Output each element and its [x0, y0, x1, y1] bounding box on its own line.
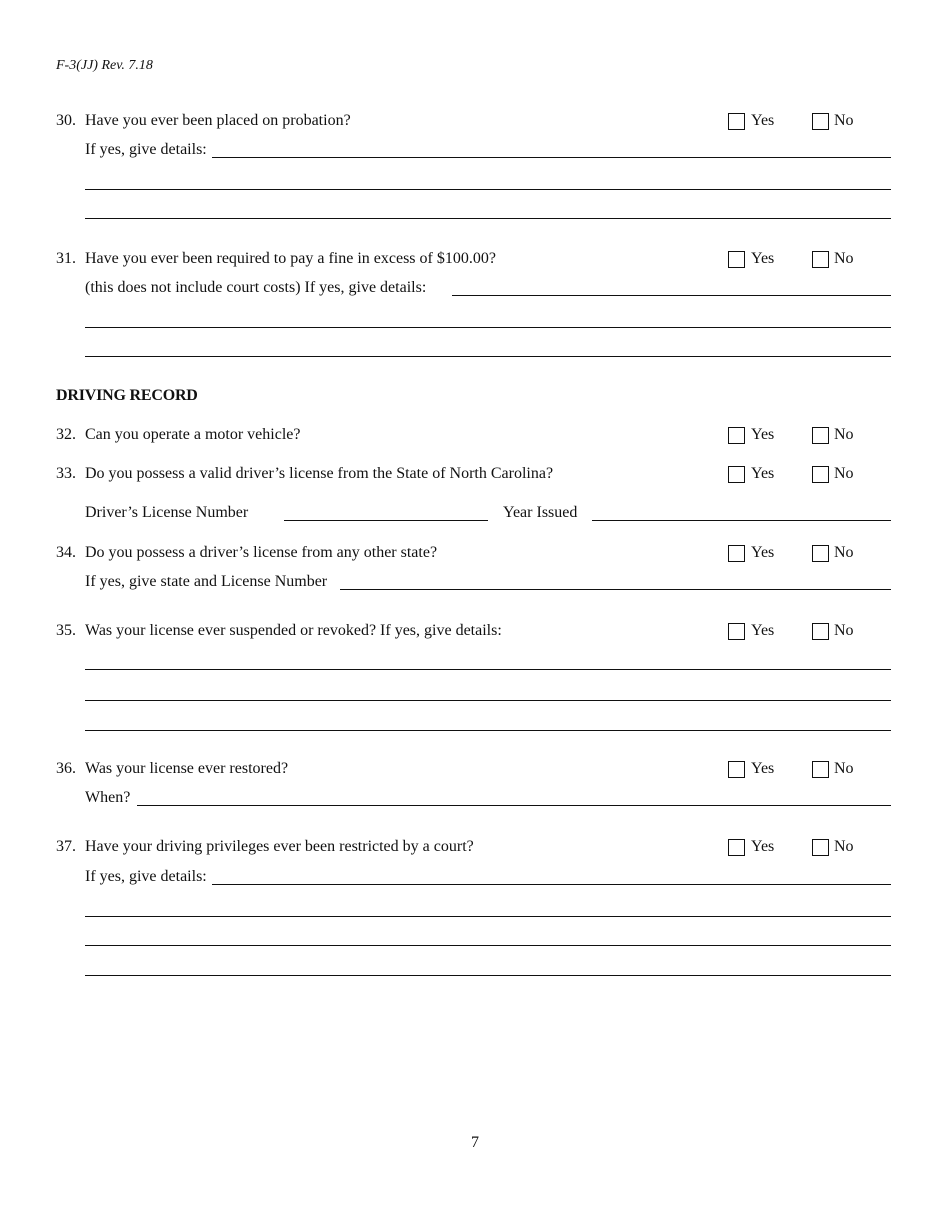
- question-37-details-line[interactable]: [85, 916, 891, 917]
- question-35-no-checkbox[interactable]: [812, 623, 829, 640]
- drivers-license-number-label: Driver’s License Number: [85, 504, 249, 521]
- question-37-details-line[interactable]: [212, 884, 891, 885]
- question-32-number: 32.: [56, 426, 76, 443]
- question-32-yes-checkbox[interactable]: [728, 427, 745, 444]
- question-36-no-checkbox[interactable]: [812, 761, 829, 778]
- question-32-no-checkbox[interactable]: [812, 427, 829, 444]
- question-31-text: Have you ever been required to pay a fine in excess of $100.00?: [85, 250, 496, 267]
- question-33-text: Do you possess a valid driver’s license from the State of North Carolina?: [85, 465, 554, 482]
- page-number: 7: [471, 1134, 479, 1151]
- question-30-number: 30.: [56, 112, 76, 129]
- question-35-yes-label: Yes: [751, 622, 775, 639]
- question-34-no-checkbox[interactable]: [812, 545, 829, 562]
- question-37-details-line[interactable]: [85, 975, 891, 976]
- question-36-when-field[interactable]: [137, 805, 891, 806]
- question-31-details-line[interactable]: [85, 327, 891, 328]
- question-30-text: Have you ever been placed on probation?: [85, 112, 351, 129]
- question-37-yes-checkbox[interactable]: [728, 839, 745, 856]
- question-33-yes-checkbox[interactable]: [728, 466, 745, 483]
- year-issued-label: Year Issued: [503, 504, 578, 521]
- question-30-yes-checkbox[interactable]: [728, 113, 745, 130]
- question-31-no-checkbox[interactable]: [812, 251, 829, 268]
- question-37-yes-label: Yes: [751, 838, 775, 855]
- question-31-details-line[interactable]: [452, 295, 891, 296]
- question-36-text: Was your license ever restored?: [85, 760, 289, 777]
- question-35-no-label: No: [834, 622, 854, 639]
- question-31-no-label: No: [834, 250, 854, 267]
- question-32-no-label: No: [834, 426, 854, 443]
- question-30-no-checkbox[interactable]: [812, 113, 829, 130]
- question-36-yes-label: Yes: [751, 760, 775, 777]
- question-32-yes-label: Yes: [751, 426, 775, 443]
- question-37-text: Have your driving privileges ever been restricted by a court?: [85, 838, 474, 855]
- question-34-details-label: If yes, give state and License Number: [85, 573, 328, 590]
- form-revision: F-3(JJ) Rev. 7.18: [56, 58, 153, 73]
- question-34-yes-label: Yes: [751, 544, 775, 561]
- question-33-no-checkbox[interactable]: [812, 466, 829, 483]
- question-34-details-line[interactable]: [340, 589, 891, 590]
- question-37-details-label: If yes, give details:: [85, 868, 207, 885]
- question-31-yes-checkbox[interactable]: [728, 251, 745, 268]
- question-31-number: 31.: [56, 250, 76, 267]
- question-37-no-checkbox[interactable]: [812, 839, 829, 856]
- question-30-details-line[interactable]: [212, 157, 891, 158]
- question-37-number: 37.: [56, 838, 76, 855]
- question-35-yes-checkbox[interactable]: [728, 623, 745, 640]
- question-34-text: Do you possess a driver’s license from any other state?: [85, 544, 438, 561]
- question-34-no-label: No: [834, 544, 854, 561]
- question-31-yes-label: Yes: [751, 250, 775, 267]
- question-35-text: Was your license ever suspended or revoked? If yes, give details:: [85, 622, 502, 639]
- question-30-details-label: If yes, give details:: [85, 141, 207, 158]
- question-36-when-label: When?: [85, 789, 131, 806]
- question-37-details-line[interactable]: [85, 945, 891, 946]
- question-35-details-line[interactable]: [85, 700, 891, 701]
- question-33-number: 33.: [56, 465, 76, 482]
- section-heading-driving-record: DRIVING RECORD: [56, 387, 198, 404]
- year-issued-field[interactable]: [592, 520, 891, 521]
- drivers-license-number-field[interactable]: [284, 520, 488, 521]
- question-35-details-line[interactable]: [85, 669, 891, 670]
- question-34-number: 34.: [56, 544, 76, 561]
- question-36-number: 36.: [56, 760, 76, 777]
- question-32-text: Can you operate a motor vehicle?: [85, 426, 301, 443]
- question-36-yes-checkbox[interactable]: [728, 761, 745, 778]
- question-31-details-line[interactable]: [85, 356, 891, 357]
- question-33-yes-label: Yes: [751, 465, 775, 482]
- question-33-no-label: No: [834, 465, 854, 482]
- question-30-yes-label: Yes: [751, 112, 775, 129]
- question-30-no-label: No: [834, 112, 854, 129]
- question-37-no-label: No: [834, 838, 854, 855]
- question-34-yes-checkbox[interactable]: [728, 545, 745, 562]
- question-35-number: 35.: [56, 622, 76, 639]
- question-36-no-label: No: [834, 760, 854, 777]
- question-30-details-line[interactable]: [85, 189, 891, 190]
- question-30-details-line[interactable]: [85, 218, 891, 219]
- question-31-details-label: (this does not include court costs) If yes, give details:: [85, 279, 427, 296]
- question-35-details-line[interactable]: [85, 730, 891, 731]
